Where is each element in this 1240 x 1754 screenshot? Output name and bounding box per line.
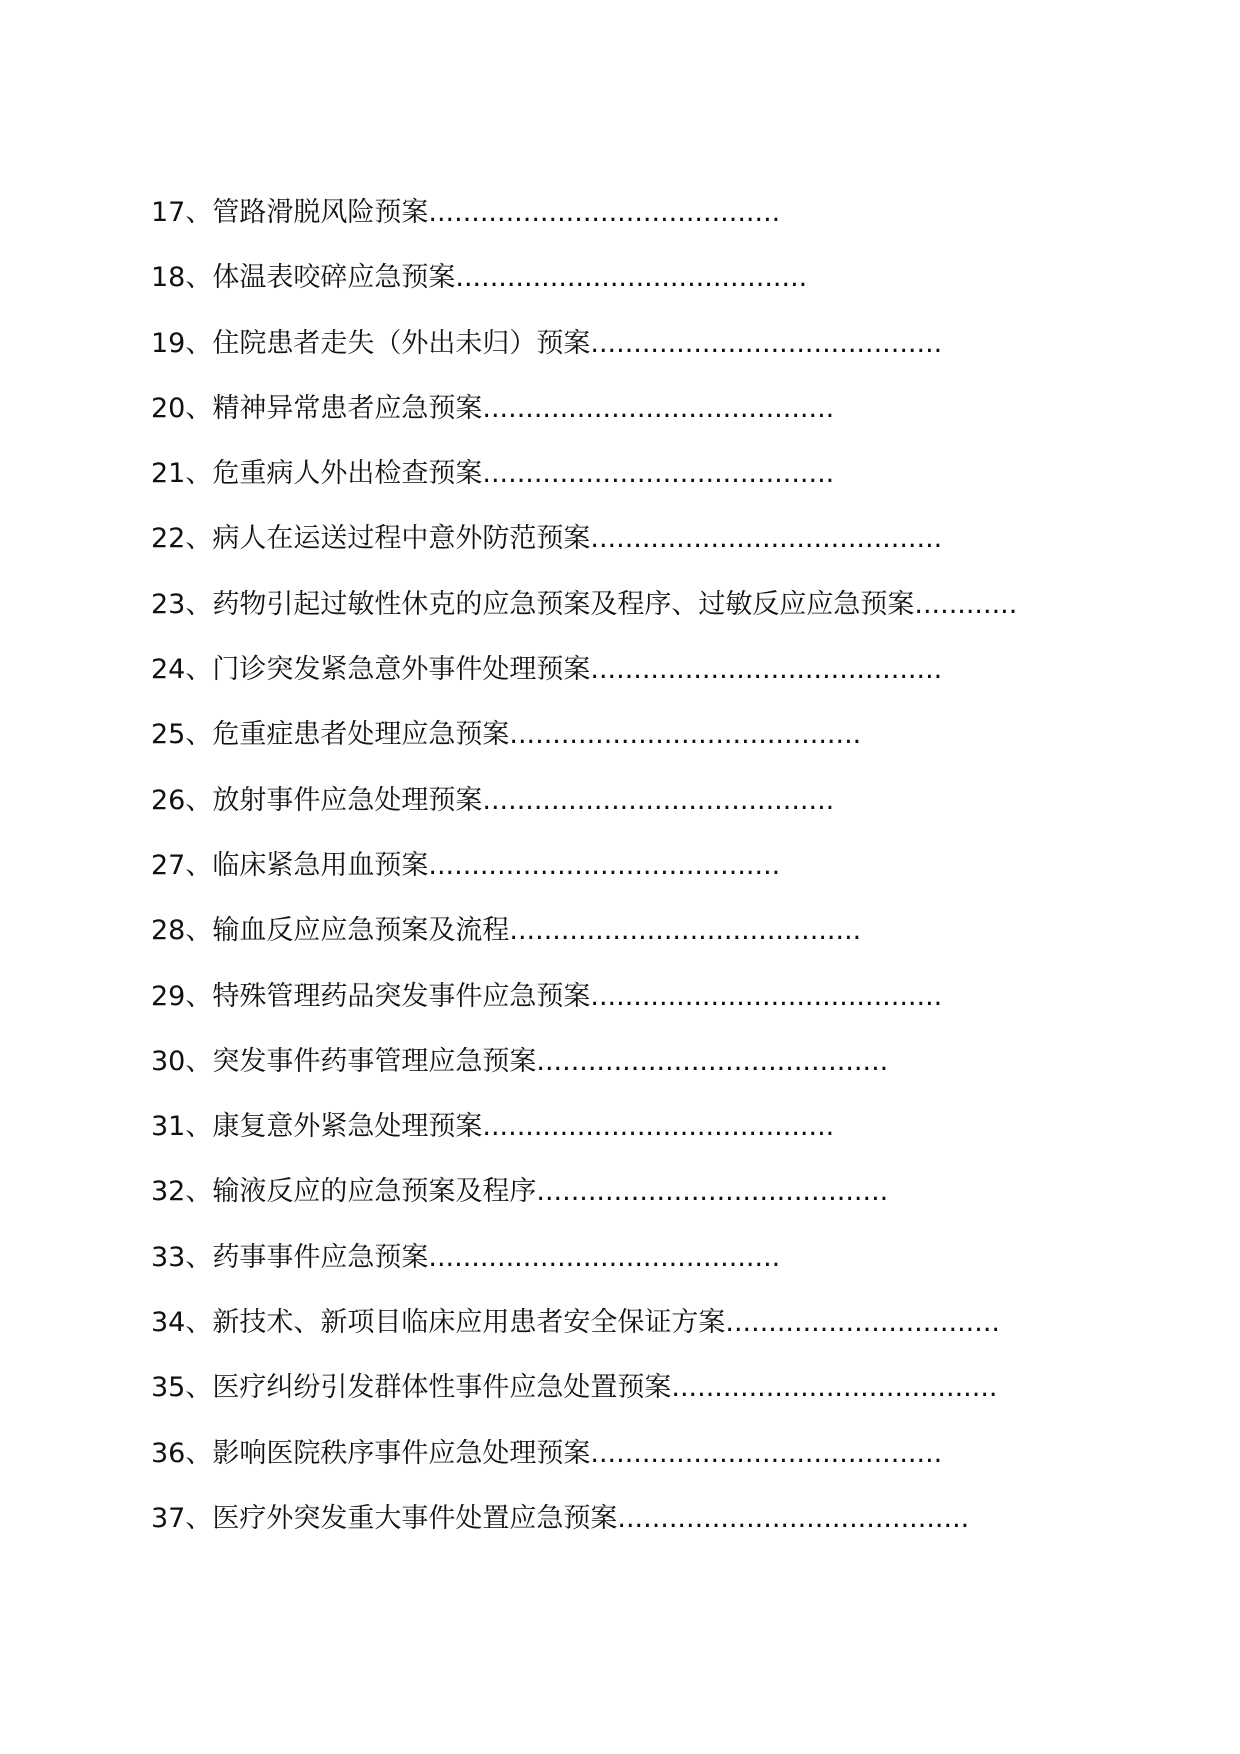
toc-entry-25 — [151, 712, 1111, 777]
entry-number: 28 — [151, 915, 186, 947]
entry-title: 危重病人外出检查预案 — [212, 458, 483, 490]
entry-number: 24 — [151, 654, 186, 686]
entry-leader: ......................................... — [617, 1502, 970, 1534]
toc-entry-35 — [151, 1365, 1111, 1430]
entry-number: 33 — [151, 1241, 186, 1273]
entry-title: 输血反应应急预案及流程 — [212, 915, 510, 947]
entry-leader: ......................................... — [482, 784, 835, 816]
entry-separator: 、 — [185, 197, 213, 228]
entry-separator: 、 — [185, 849, 213, 881]
entry-separator: 、 — [185, 1437, 213, 1469]
entry-leader: ......................................... — [482, 392, 835, 424]
entry-separator: 、 — [185, 915, 213, 947]
toc-entry-26 — [151, 778, 1111, 843]
entry-title: 康复意外紧急处理预案 — [212, 1111, 483, 1143]
entry-leader: ......................................... — [428, 849, 781, 881]
entry-number: 29 — [151, 980, 186, 1012]
entry-number: 26 — [151, 784, 186, 816]
entry-separator: 、 — [185, 980, 213, 1012]
entry-separator: 、 — [185, 588, 213, 620]
entry-separator: 、 — [185, 1372, 213, 1404]
entry-leader: ......................................... — [482, 1111, 835, 1143]
toc-entry-33 — [151, 1235, 1111, 1300]
entry-title: 药事事件应急预案 — [212, 1241, 429, 1273]
entry-leader: ......................................... — [590, 654, 943, 686]
toc-entry-32 — [151, 1169, 1111, 1234]
toc-entry-30 — [151, 1039, 1111, 1104]
toc-entry-23 — [151, 582, 1111, 647]
entry-leader: ......................................... — [482, 458, 835, 490]
toc-entry-29 — [151, 974, 1111, 1039]
entry-title: 病人在运送过程中意外防范预案 — [212, 523, 591, 555]
entry-title: 危重症患者处理应急预案 — [212, 719, 510, 751]
entry-leader: ......................................... — [428, 1241, 781, 1273]
entry-number: 17 — [151, 197, 186, 228]
entry-title: 精神异常患者应急预案 — [212, 392, 483, 424]
entry-title: 新技术、新项目临床应用患者安全保证方案 — [212, 1307, 726, 1339]
toc-entry-31 — [151, 1104, 1111, 1169]
entry-leader: ......................................... — [590, 523, 943, 555]
entry-number: 27 — [151, 849, 186, 881]
entry-leader: ......................................... — [455, 262, 808, 294]
entry-title: 管路滑脱风险预案 — [212, 197, 429, 228]
entry-separator: 、 — [185, 1241, 213, 1273]
entry-number: 35 — [151, 1372, 186, 1404]
toc-entry-37 — [151, 1496, 1111, 1561]
entry-leader: ......................................... — [509, 719, 862, 751]
toc-entry-18 — [151, 255, 1111, 320]
entry-separator: 、 — [185, 784, 213, 816]
entry-number: 31 — [151, 1111, 186, 1143]
entry-number: 23 — [151, 588, 186, 620]
entry-leader: ......................................... — [536, 1045, 889, 1077]
entry-separator: 、 — [185, 327, 213, 359]
entry-leader: ......................................... — [590, 327, 943, 359]
entry-separator: 、 — [185, 1176, 213, 1208]
entry-number: 20 — [151, 392, 186, 424]
entry-separator: 、 — [185, 1502, 213, 1534]
entry-title: 放射事件应急处理预案 — [212, 784, 483, 816]
entry-leader: ......................................... — [428, 197, 781, 228]
entry-title: 药物引起过敏性休克的应急预案及程序、过敏反应应急预案 — [212, 588, 915, 620]
entry-title: 特殊管理药品突发事件应急预案 — [212, 980, 591, 1012]
toc-entry-20 — [151, 386, 1111, 451]
toc-entry-21 — [151, 451, 1111, 516]
entry-leader: ...................................... — [671, 1372, 998, 1404]
entry-title: 临床紧急用血预案 — [212, 849, 429, 881]
entry-number: 22 — [151, 523, 186, 555]
entry-leader: ......................................... — [590, 980, 943, 1012]
entry-leader: ......................................... — [509, 915, 862, 947]
entry-separator: 、 — [185, 262, 213, 294]
toc-entry-28 — [151, 908, 1111, 973]
entry-number: 21 — [151, 458, 186, 490]
toc-entry-34 — [151, 1300, 1111, 1365]
entry-separator: 、 — [185, 1307, 213, 1339]
toc-entry-36 — [151, 1431, 1111, 1496]
toc-entry-19 — [151, 321, 1111, 386]
entry-separator: 、 — [185, 458, 213, 490]
entry-separator: 、 — [185, 392, 213, 424]
entry-leader: ................................ — [725, 1307, 1000, 1339]
entry-leader: ............ — [914, 588, 1018, 620]
entry-leader: ......................................... — [536, 1176, 889, 1208]
entry-number: 36 — [151, 1437, 186, 1469]
toc-entry-27 — [151, 843, 1111, 908]
entry-separator: 、 — [185, 1045, 213, 1077]
entry-title: 突发事件药事管理应急预案 — [212, 1045, 537, 1077]
entry-title: 影响医院秩序事件应急处理预案 — [212, 1437, 591, 1469]
entry-separator: 、 — [185, 719, 213, 751]
entry-title: 体温表咬碎应急预案 — [212, 262, 456, 294]
entry-number: 34 — [151, 1307, 186, 1339]
entry-title: 住院患者走失（外出未归）预案 — [212, 327, 591, 359]
entry-title: 医疗纠纷引发群体性事件应急处置预案 — [212, 1372, 672, 1404]
entry-number: 37 — [151, 1502, 186, 1534]
entry-separator: 、 — [185, 523, 213, 555]
toc-entry-24 — [151, 647, 1111, 712]
entry-title: 输液反应的应急预案及程序 — [212, 1176, 537, 1208]
entry-title: 医疗外突发重大事件处置应急预案 — [212, 1502, 618, 1534]
entry-number: 25 — [151, 719, 186, 751]
entry-number: 18 — [151, 262, 186, 294]
entry-leader: ......................................... — [590, 1437, 943, 1469]
toc-entry-22 — [151, 516, 1111, 581]
entry-separator: 、 — [185, 1111, 213, 1143]
entry-number: 30 — [151, 1045, 186, 1077]
table-of-contents — [151, 190, 1111, 1561]
entry-separator: 、 — [185, 654, 213, 686]
entry-number: 19 — [151, 327, 186, 359]
entry-number: 32 — [151, 1176, 186, 1208]
entry-title: 门诊突发紧急意外事件处理预案 — [212, 654, 591, 686]
toc-entry-17 — [151, 190, 1111, 255]
